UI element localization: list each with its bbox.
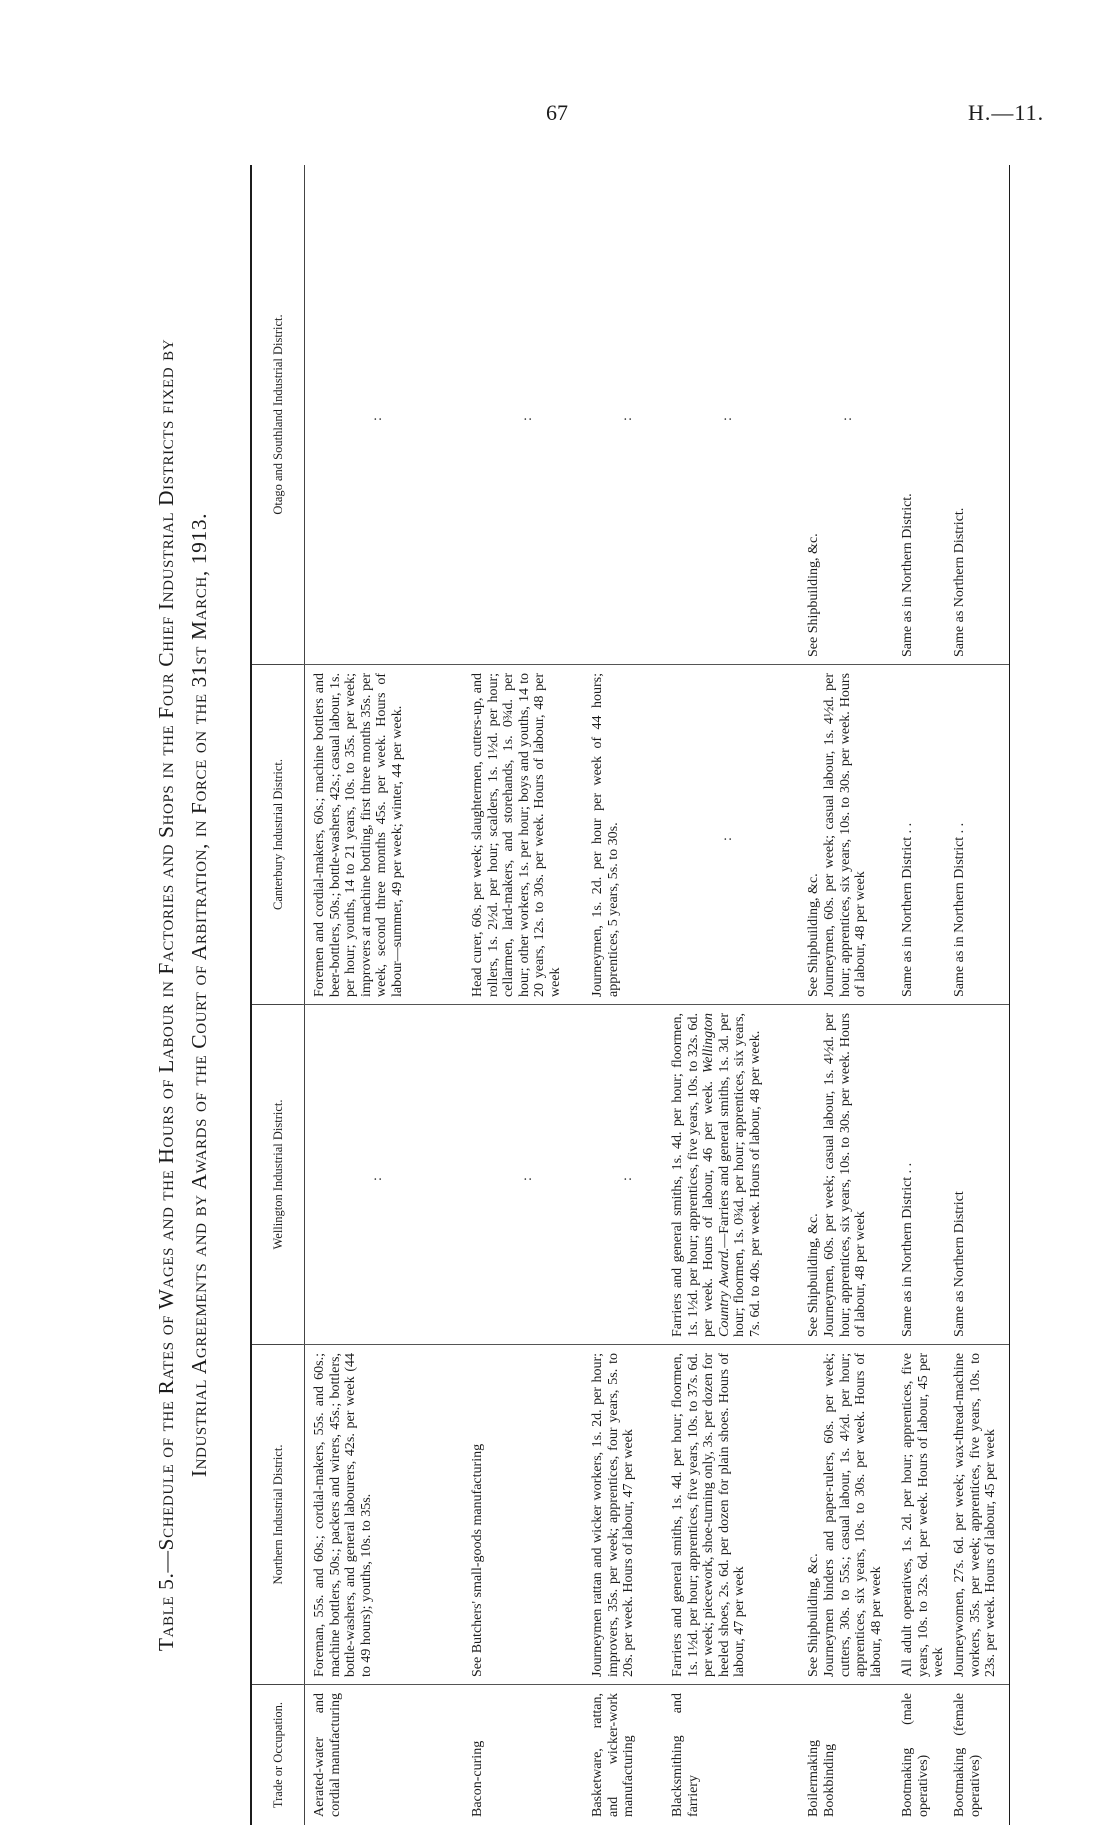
page-number: 67 (546, 100, 568, 125)
canterbury-cell: : (720, 829, 735, 841)
canterbury-cell: See Shipbuilding, &c. (806, 873, 821, 997)
wellington-cell: See Shipbuilding, &c. (806, 1213, 821, 1337)
header-wellington: Wellington Industrial District. (252, 1005, 304, 1345)
wellington-cell: : (620, 1169, 635, 1181)
caption-line-2: Industrial Agreements and by Awards of the Court of Arbitration, in Force on the 31st March, 1913. (187, 512, 211, 1478)
northern-cell: Journeywomen, 27s. 6d. per week; wax-thread-machine workers, 35s. per week; apprentices, five years, 10s. to 23s. per week. Hours of labour, 45 per week (952, 1353, 999, 1677)
northern-cell: See Shipbuilding, &c. (806, 1553, 821, 1677)
trade-cell: Bookbinding (822, 1743, 837, 1817)
table-caption (150, 165, 222, 1825)
northern-cell: Journeymen binders and paper-rulers, 60s. per week; cutters, 30s. to 55s.; casual labour, 1s. 4½d. per hour; apprentices, six years, 10s. to 30s. per week. Hours of labour, 48 per week (822, 1353, 884, 1677)
otago-cell: : (720, 409, 735, 421)
canterbury-cell: Journeymen, 1s. 2d. per hour per week of 44 hours; apprentices, 5 years, 5s. to 30s. (590, 673, 621, 997)
wellington-cell: Same as Northern District (952, 1191, 967, 1337)
header-canterbury: Canterbury Industrial District. (252, 665, 304, 1005)
trade-cell: Blacksmithing and farriery (670, 1693, 701, 1817)
trade-cell: Bootmaking (male operatives) (900, 1693, 931, 1817)
wellington-cell: Journeymen, 60s. per week; casual labour, 1s. 4½d. per hour; apprentices, six years, 10s. to 30s. per week. Hours of labour, 48 per week (822, 1013, 869, 1337)
northern-cell: All adult operatives, 1s. 2d. per hour; apprentices, five years, 10s. to 32s. 6d. per week. Hours of labour, 45 per week (900, 1353, 947, 1677)
trade-cell: Bootmaking (female operatives) (952, 1693, 983, 1817)
header-northern: Northern Industrial District. (252, 1345, 304, 1685)
document-reference: H.—11. (968, 100, 1045, 125)
wellington-country-award-title: Wellington Country Award. (701, 1012, 732, 1337)
rotated-table-region (150, 165, 1050, 1825)
northern-cell: Farriers and general smiths, 1s. 4d. per hour; floormen, 1s. 1½d. per hour; apprentices, five years, 10s. to 37s. 6d. per week; piecework, shoe-turning only, 3s. per dozen for heeled shoes, 2s. 6d. per dozen for plain shoes. Hours of labour, 47 per week (670, 1353, 748, 1677)
caption-line-1: Table 5.—Schedule of the Rates of Wages and the Hours of Labour in Factories and Shops in the Four Chief Industrial Districts fixed by (154, 338, 178, 1652)
table-bottom-rule (1009, 165, 1010, 1825)
header-trade: Trade or Occupation. (270, 1701, 285, 1809)
otago-cell: : (620, 409, 635, 421)
northern-cell: Foreman, 55s. and 60s.; cordial-makers, 55s. and 60s.; machine bottlers, 50s.; packers and wirers, 45s.; bottlers, bottle-washers, and general labourers, 42s. per week (44 to 49 hours); youths, 10s. to 35s. (312, 1353, 374, 1677)
wellington-cell: : (520, 1169, 535, 1181)
trade-cell: Boilermaking (806, 1740, 821, 1817)
otago-cell: : (370, 409, 385, 421)
otago-cell: See Shipbuilding, &c. (806, 533, 821, 657)
wellington-cell: : (370, 1169, 385, 1181)
table-header-row (250, 165, 305, 1825)
otago-cell: Same as Northern District. (952, 507, 967, 657)
northern-cell: Journeymen rattan and wicker workers, 1s. 2d. per hour; improvers, 35s. per week; apprentices, four years, 5s. to 20s. per week. Hours of labour, 47 per week (590, 1353, 637, 1677)
canterbury-cell: Foremen and cordial-makers, 60s.; machine bottlers and beer-bottlers, 50s.; bottle-washers, 42s.; casual labour, 1s. per hour; youths, 14 to 21 years, 10s. to 35s. per week; improvers at machine bottling, first three months 35s. per week, second three months 45s. per week. Hours of labour—summer, 49 per week; winter, 44 per week. (312, 673, 405, 997)
wellington-city-award: Farriers and general smiths, 1s. 4d. per hour; floormen, 1s. 1½d. per hour; apprentices, five years, 10s. to 32s. 6d. per week. Hours of labour, 46 per week. (670, 1013, 717, 1337)
canterbury-cell: Same as in Northern District . . (900, 822, 915, 997)
trade-cell: Bacon-curing (470, 1740, 485, 1817)
wellington-country-award: —Farriers and general smiths, 1s. 3d. per hour; floormen, 1s. 0¾d. per hour; apprentices, six years, 7s. 6d. to 40s. per week. Hours of labour, 48 per week. (716, 1013, 763, 1337)
otago-cell: : (840, 409, 855, 421)
canterbury-cell: Journeymen, 60s. per week; casual labour, 1s. 4½d. per hour; apprentices, six years, 10s. to 30s. per week. Hours of labour, 48 per week (822, 673, 869, 997)
canterbury-cell: Same as in Northern District . . (952, 822, 967, 997)
otago-cell: Same as in Northern District. (900, 493, 915, 657)
wellington-cell: Same as in Northern District . . (900, 1162, 915, 1337)
canterbury-cell: Head curer, 60s. per week; slaughtermen, cutters-up, and rollers, 1s. 2½d. per hour; scalders, 1s. 1½d. per hour; cellarmen, lard-makers, and storehands, 1s. 0¾d. per hour; other workers, 1s. per hour; boys and youths, 14 to 20 years, 12s. to 30s. per week. Hours of labour, 48 per week (470, 673, 563, 997)
header-otago: Otago and Southland Industrial District. (252, 165, 304, 665)
otago-cell: : (520, 409, 535, 421)
trade-cell: Aerated-water and cordial manufacturing (312, 1692, 343, 1817)
wellington-cell (670, 1005, 764, 1345)
wages-table (250, 165, 1010, 1825)
trade-cell: Basketware, rattan, and wicker-work manufacturing (590, 1693, 637, 1817)
northern-cell: See Butchers' small-goods manufacturing (470, 1443, 485, 1677)
